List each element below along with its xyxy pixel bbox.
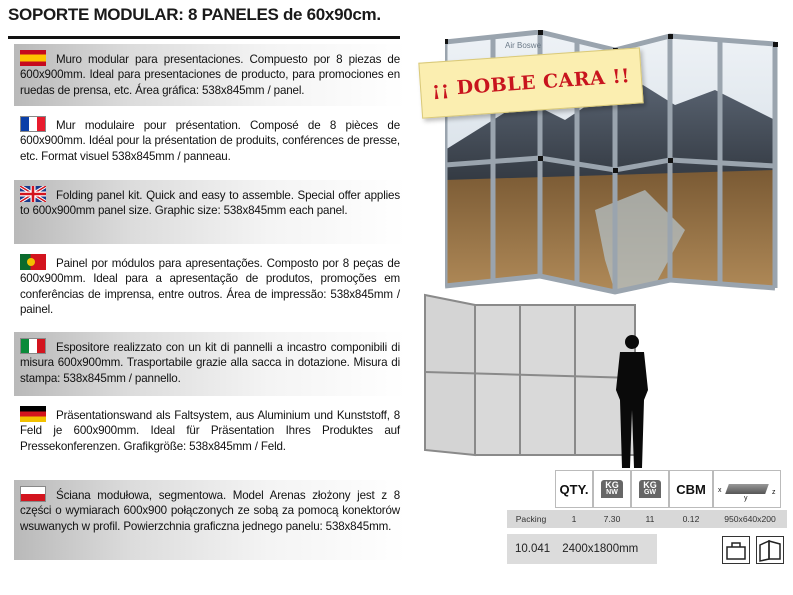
qty-header [555, 470, 593, 508]
packing-nw: 7.30 [603, 514, 621, 524]
description-polish [14, 480, 406, 560]
page-title: SOPORTE MODULAR: 8 PANELES de 60x90cm. [8, 5, 381, 24]
description-german [14, 400, 406, 476]
box-dimensions-icon [713, 470, 781, 508]
reference-size: 2400x1800mm [562, 543, 639, 555]
spain-flag-icon [20, 50, 46, 66]
reference-code: 10.041 [515, 543, 551, 555]
packing-dims: 950x640x200 [724, 514, 776, 524]
germany-flag-icon [20, 406, 46, 422]
description-english [14, 180, 406, 244]
description-text-es: Muro modular para presentaciones. Compuesto por 8 piezas de 600x900mm. Ideal para presentaciones de producto, para promociones en ruedas de prensa, etc. Área gráfica: 538x845mm / panel. [20, 53, 400, 97]
description-text-pt: Painel por módulos para apresentações. Composto por 8 peças de 600x900mm. Ideal para a apresentação de produtos, promoções em conferências de imprensa, entre outros. Área de impressão: 538x845mm / painel. [20, 257, 400, 316]
description-text-it: Espositore realizzato con un kit di pannelli a incastro componibili di misura 600x900mm. Trasportabile grazie alla sacca in dotazione. Misura di stampa: 538x845mm / pannello. [20, 341, 400, 385]
nw-kg-label: KG [605, 480, 619, 490]
gross-weight-icon [631, 470, 669, 508]
description-text-fr: Mur modulaire pour présentation. Composé de 8 pièces de 600x900mm. Idéal pour la présentation de produits, conférences de presse, etc. Format visuel 538x845mm / panneau. [20, 119, 400, 163]
dims-x-label: x [718, 487, 722, 494]
italy-flag-icon [20, 338, 46, 354]
spec-header-icons [555, 470, 781, 508]
portugal-flag-icon [20, 254, 46, 270]
packing-row [507, 510, 787, 528]
poland-flag-icon [20, 486, 46, 502]
folding-panels-icon [756, 536, 784, 564]
description-french [14, 110, 406, 176]
description-italian [14, 332, 406, 396]
description-text-en: Folding panel kit. Quick and easy to assemble. Special offer applies to 600x900mm panel size. Graphic size: 538x845mm each panel. [20, 189, 400, 218]
description-portuguese [14, 248, 406, 328]
cbm-header-label: CBM [676, 481, 706, 497]
nw-sub-label: NW [606, 489, 618, 496]
badge-text: ¡¡ DOBLE CARA !! [431, 65, 631, 101]
packing-gw: 11 [645, 514, 655, 524]
title-divider [8, 36, 400, 39]
description-text-de: Präsentationswand als Faltsystem, aus Aluminium und Kunststoff, 8 Feld je 600x900mm. Ideal für Präsentation Ihres Produktes auf Pressekonferenzen. Grafikgröße: 538x845mm / Feld. [20, 409, 400, 453]
panel-back-view [420, 290, 650, 470]
dims-z-label: z [772, 489, 776, 496]
qty-header-label: QTY. [559, 481, 589, 497]
description-spanish [14, 44, 406, 106]
dims-y-label: y [744, 495, 748, 502]
carry-bag-icon [722, 536, 750, 564]
reference-row [507, 534, 657, 564]
panel-brand-label: Air Boswe [505, 41, 542, 50]
gw-kg-label: KG [643, 480, 657, 490]
packing-label: Packing [515, 514, 547, 524]
uk-flag-icon [20, 186, 46, 202]
cbm-header [669, 470, 713, 508]
france-flag-icon [20, 116, 46, 132]
packing-qty: 1 [571, 514, 577, 524]
packing-cbm: 0.12 [682, 514, 700, 524]
gw-sub-label: GW [643, 489, 657, 496]
net-weight-icon [593, 470, 631, 508]
description-text-pl: Ściana modułowa, segmentowa. Model Arenas złożony jest z 8 części o wymiarach 600x900 połączonych ze sobą za pomocą konektorów wsuwanych w profil. Powierzchnia graficzna jednego panelu: 538x845mm. [20, 489, 400, 533]
